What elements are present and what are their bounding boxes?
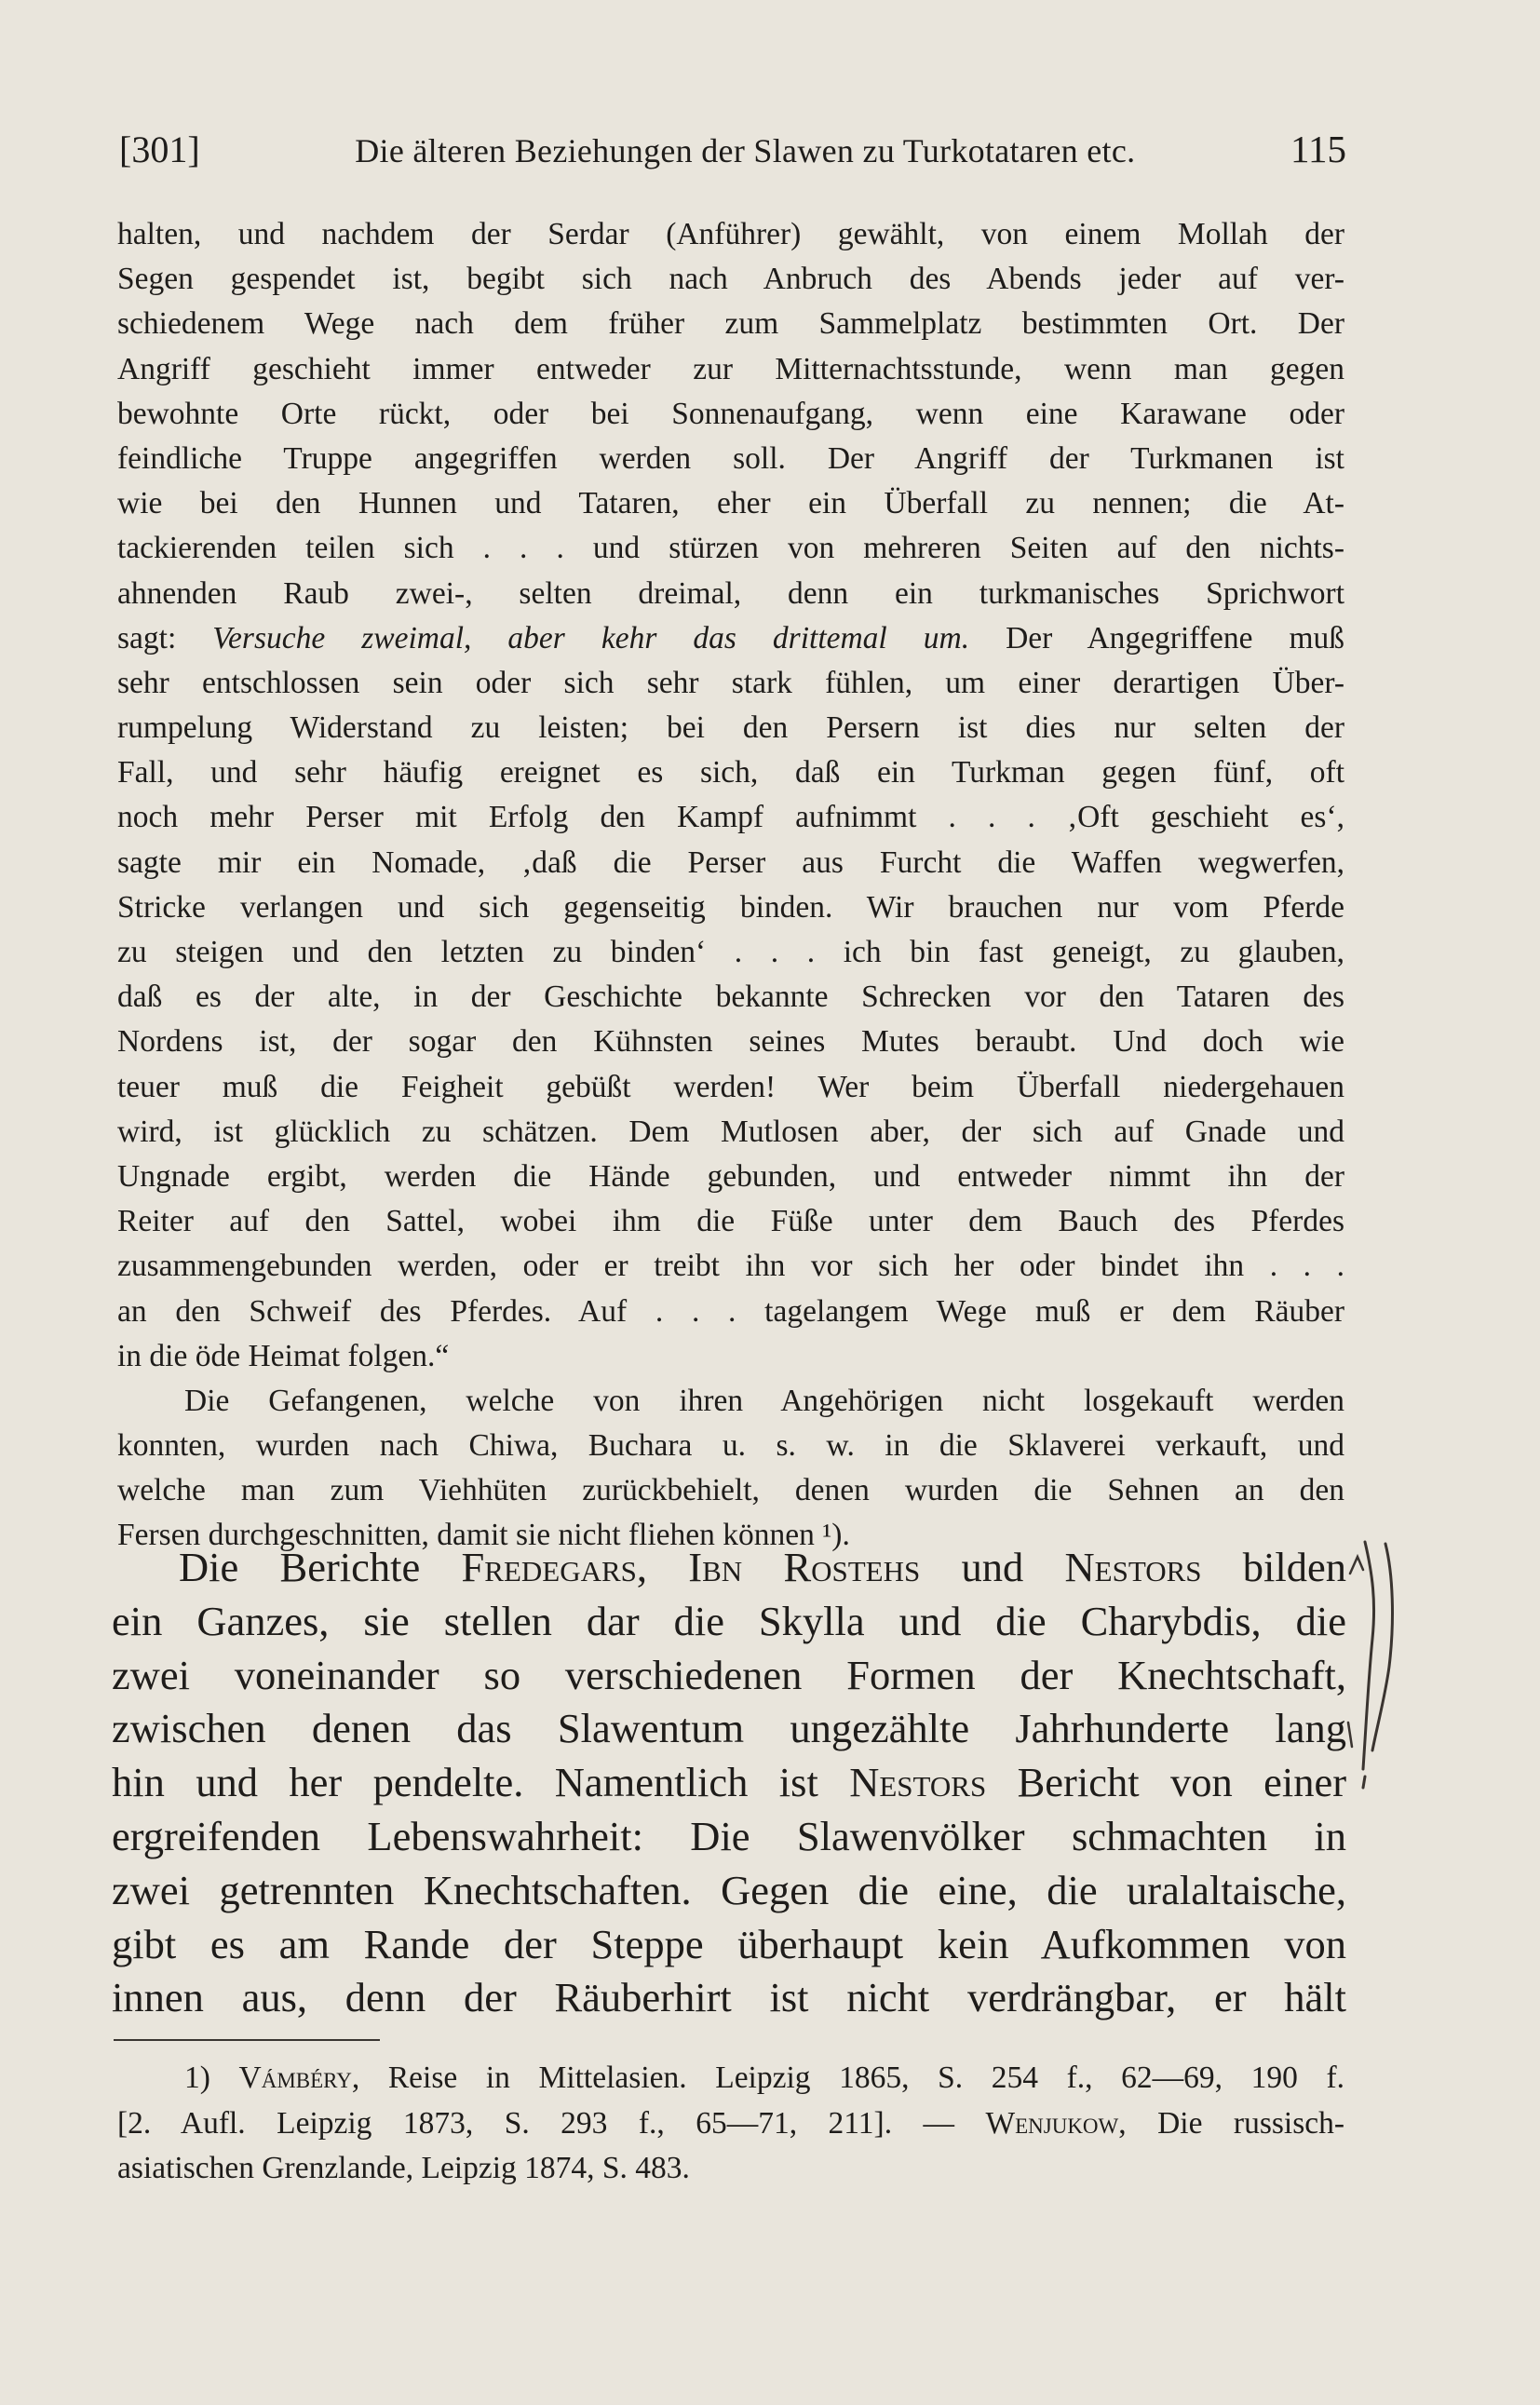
text-line: wie bei den Hunnen und Tataren, eher ein Überfall zu nennen; die At- <box>117 486 1344 521</box>
text-line: noch mehr Perser mit Erfolg den Kampf aufnimmt . . . ‚Oft geschieht es‘, <box>117 800 1344 835</box>
text-line: sehr entschlossen sein oder sich sehr stark fühlen, um einer derartigen Über- <box>117 665 1344 700</box>
main-paragraph <box>112 1541 1346 2025</box>
author-name-fredegar: Fredegars, <box>461 1544 648 1590</box>
text-line: zwischen denen das Slawentum ungezählte Jahrhunderte lang <box>112 1705 1346 1752</box>
text-line: schiedenem Wege nach dem früher zum Sammelplatz bestimmten Ort. Der <box>117 306 1344 342</box>
text-line: innen aus, denn der Räuberhirt ist nicht verdrängbar, er hält <box>112 1974 1346 2021</box>
text-line: konnten, wurden nach Chiwa, Buchara u. s. w. in die Sklaverei verkauft, und <box>117 1428 1344 1464</box>
footnote-line <box>117 2101 1344 2147</box>
text-line: teuer muß die Feigheit gebüßt werden! Wer beim Überfall niedergehauen <box>117 1069 1344 1104</box>
text-line: gibt es am Rande der Steppe überhaupt kein Aufkommen von <box>112 1920 1346 1967</box>
text-span: und <box>961 1544 1024 1590</box>
text-line: ergreifenden Lebenswahrheit: Die Slawenvölker schmachten in <box>112 1812 1346 1859</box>
text-line: ahnenden Raub zwei-, selten dreimal, denn ein turkmanisches Sprichwort <box>117 575 1344 611</box>
text-line <box>112 1541 1346 1595</box>
text-line: rumpelung Widerstand zu leisten; bei den Persern ist dies nur selten der <box>117 710 1344 746</box>
text-line: an den Schweif des Pferdes. Auf . . . tagelangem Wege muß er dem Räuber <box>117 1293 1344 1329</box>
text-line <box>112 1756 1346 1810</box>
text-line: Die Gefangenen, welche von ihren Angehörigen nicht losgekauft werden <box>184 1383 1344 1418</box>
text-span: Die russisch- <box>1157 2105 1345 2141</box>
text-line: zu steigen und den letzten zu binden‘ . . . ich bin fast geneigt, zu glauben, <box>117 935 1344 969</box>
text-line: Reiter auf den Sattel, wobei ihm die Füße unter dem Bauch des Pferdes <box>117 1204 1344 1239</box>
author-name-nestor: Nestors <box>849 1759 987 1806</box>
proverb-motto: Versuche zweimal, aber kehr das drittemal um. <box>212 620 970 655</box>
handwritten-margin-mark <box>1344 1536 1419 1806</box>
author-name-nestor: Nestors <box>1064 1544 1202 1590</box>
text-span: hin und her pendelte. Namentlich ist <box>112 1759 818 1806</box>
footnote-divider <box>114 2039 380 2041</box>
section-reference: [301] <box>119 128 200 170</box>
text-line: halten, und nachdem der Serdar (Anführer) gewählt, von einem Mollah der <box>117 217 1344 251</box>
text-line: zwei getrennten Knechtschaften. Gegen die eine, die uralaltaische, <box>112 1866 1346 1913</box>
text-line: daß es der alte, in der Geschichte bekannte Schrecken vor den Tataren des <box>117 980 1344 1015</box>
text-line: Ungnade ergibt, werden die Hände gebunden, und entweder nimmt ihn der <box>117 1158 1344 1194</box>
text-span: Bericht von einer <box>1017 1759 1347 1806</box>
text-line: Nordens ist, der sogar den Kühnsten seines Mutes beraubt. Und doch wie <box>117 1024 1344 1060</box>
text-line: sagte mir ein Nomade, ‚daß die Perser aus Furcht die Waffen wegwerfen, <box>117 844 1344 880</box>
text-span: Reise in Mittelasien. Leipzig 1865, S. 254 f., 62—69, 190 f. <box>387 2060 1344 2095</box>
text-span: bilden <box>1242 1544 1347 1590</box>
text-line: welche man zum Viehhüten zurückbehielt, denen wurden die Sehnen an den <box>117 1473 1344 1508</box>
text-line: in die öde Heimat folgen.“ <box>117 1338 450 1373</box>
proverb-tail: Der Angegriffene muß <box>1006 620 1345 655</box>
text-line: tackierenden teilen sich . . . und stürzen von mehreren Seiten auf den nichts- <box>117 531 1344 566</box>
footnote-marker: 1) <box>184 2060 210 2095</box>
footnote-author-wenjukow: Wenjukow, <box>985 2105 1127 2141</box>
text-line: ein Ganzes, sie stellen dar die Skylla und die Charybdis, die <box>112 1597 1346 1644</box>
author-name-ibn-rosteh: Ibn Rostehs <box>688 1544 921 1590</box>
text-span: [2. Aufl. Leipzig 1873, S. 293 f., 65—71, 211]. — <box>117 2105 955 2141</box>
text-line: zusammengebunden werden, oder er treibt ihn vor sich her oder bindet ihn . . . <box>117 1249 1344 1284</box>
text-line: wird, ist glücklich zu schätzen. Dem Mutlosen aber, der sich auf Gnade und <box>117 1114 1344 1149</box>
footnotes <box>117 2056 1344 2192</box>
footnote-author-vambery: Vámbéry, <box>238 2060 360 2095</box>
proverb-line <box>117 616 1344 661</box>
footnote-line <box>117 2056 1344 2101</box>
text-line: Angriff geschieht immer entweder zur Mitternachtsstunde, wenn man gegen <box>117 351 1344 386</box>
proverb-lead: sagt: <box>117 620 177 655</box>
footnote-line: asiatischen Grenzlande, Leipzig 1874, S. 483. <box>117 2151 690 2185</box>
text-line: Stricke verlangen und sich gegenseitig binden. Wir brauchen nur vom Pferde <box>117 889 1344 925</box>
running-header <box>119 127 1346 171</box>
running-title: Die älteren Beziehungen der Slawen zu Turkotataren etc. <box>355 132 1136 169</box>
text-line: bewohnte Orte rückt, oder bei Sonnenaufgang, wenn eine Karawane oder <box>117 396 1344 431</box>
text-line: zwei voneinander so verschiedenen Formen der Knechtschaft, <box>112 1651 1346 1698</box>
text-line: Fersen durchgeschnitten, damit sie nicht fliehen können ¹). <box>117 1518 850 1553</box>
text-line: Segen gespendet ist, begibt sich nach Anbruch des Abends jeder auf ver- <box>117 262 1344 297</box>
page-number: 115 <box>1290 128 1346 170</box>
text-span: Die Berichte <box>179 1544 421 1590</box>
text-line: feindliche Truppe angegriffen werden soll. Der Angriff der Turkmanen ist <box>117 440 1344 476</box>
text-line: Fall, und sehr häufig ereignet es sich, daß ein Turkman gegen fünf, oft <box>117 755 1344 790</box>
quoted-passage <box>117 212 1344 1559</box>
